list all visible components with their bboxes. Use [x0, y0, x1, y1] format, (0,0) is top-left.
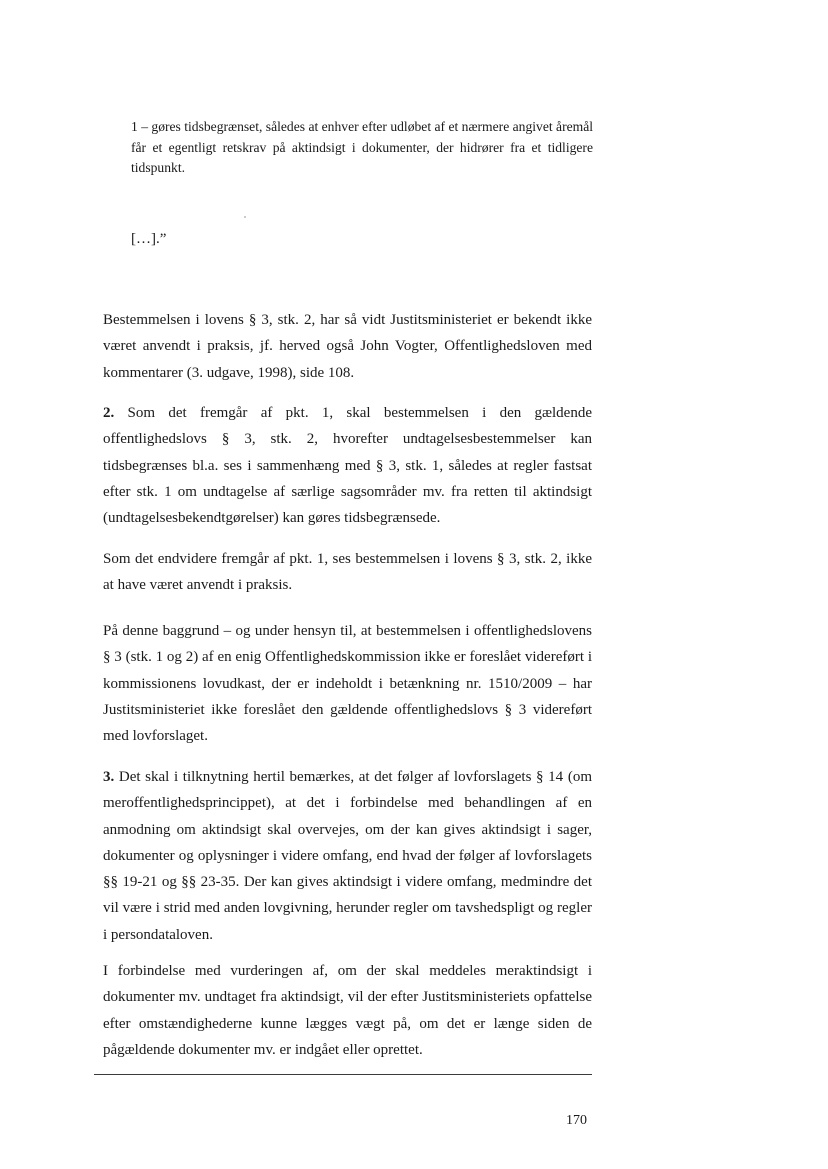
paragraph-5: [103, 764, 592, 948]
paragraph-text: På denne baggrund – og under hensyn til, at bestemmelsen i offentlighedslovens § 3 (stk. 1 og 2) af en enig Offentlighedskommission ikke er foreslået videreført i kommissionens lovudkast, der er indeholdt i betænkning nr. 1510/2009 – har Justitsministeriet ikke foreslået den gældende offentlighedslovs § 3 videreført med lovforslaget.: [103, 623, 592, 745]
quote-text: 1 – gøres tidsbegrænset, således at enhver efter udløbet af et nærmere angivet åremål får et egentligt retskrav på aktindsigt i dokumenter, der hidrører fra et tidligere tidspunkt.: [131, 119, 594, 175]
section-number: 2.: [103, 405, 115, 421]
paragraph-2: [103, 400, 592, 531]
block-quote: [131, 117, 593, 179]
paragraph-1: [103, 307, 592, 386]
paragraph-4: [103, 618, 592, 749]
paragraph-6: [103, 958, 592, 1063]
paragraph-text: Det skal i tilknytning hertil bemærkes, at det følger af lovforslagets § 14 (om meroffentlighedsprincippet), at det i forbindelse med behandlingen af en anmodning om aktindsigt skal overvejes, om der kan gives aktindsigt i sager, dokumenter og oplysninger i videre omfang, end hvad der følger af lovforslagets §§ 19-21 og §§ 23-35. Der kan gives aktindsigt i videre omfang, medmindre det vil være i strid med anden lovgivning, herunder regler om tavshedspligt og regler i persondataloven.: [103, 769, 592, 943]
section-number: 3.: [103, 769, 115, 785]
footer-rule: [94, 1074, 592, 1075]
paragraph-text: Som det endvidere fremgår af pkt. 1, ses bestemmelsen i lovens § 3, stk. 2, ikke at have været anvendt i praksis.: [103, 551, 592, 594]
paragraph-text: Som det fremgår af pkt. 1, skal bestemmelsen i den gældende offentlighedslovs § 3, stk. 2, hvorefter undtagelsesbestemmelser kan tidsbegrænses bl.a. ses i sammenhæng med § 3, stk. 1, således at regler fastsat efter stk. 1 om undtagelse af særlige sagsområder mv. fra retten til aktindsigt (undtagelsesbekendtgørelser) kan gøres tidsbegrænsede.: [103, 405, 592, 527]
paragraph-text: I forbindelse med vurderingen af, om der skal meddeles meraktindsigt i dokumenter mv. undtaget fra aktindsigt, vil der efter Justitsministeriets opfattelse efter omstændighederne kunne lægges vægt på, om det er længe siden de pågældende dokumenter mv. er indgået eller oprettet.: [103, 963, 592, 1058]
page-number: 170: [566, 1113, 587, 1128]
quote-ellipsis: […].”: [131, 231, 167, 247]
scan-speck: [244, 216, 246, 218]
paragraph-3: [103, 546, 592, 599]
paragraph-text: Bestemmelsen i lovens § 3, stk. 2, har så vidt Justitsministeriet er bekendt ikke været anvendt i praksis, jf. herved også John Vogter, Offentlighedsloven med kommentarer (3. udgave, 1998), side 108.: [103, 312, 592, 381]
